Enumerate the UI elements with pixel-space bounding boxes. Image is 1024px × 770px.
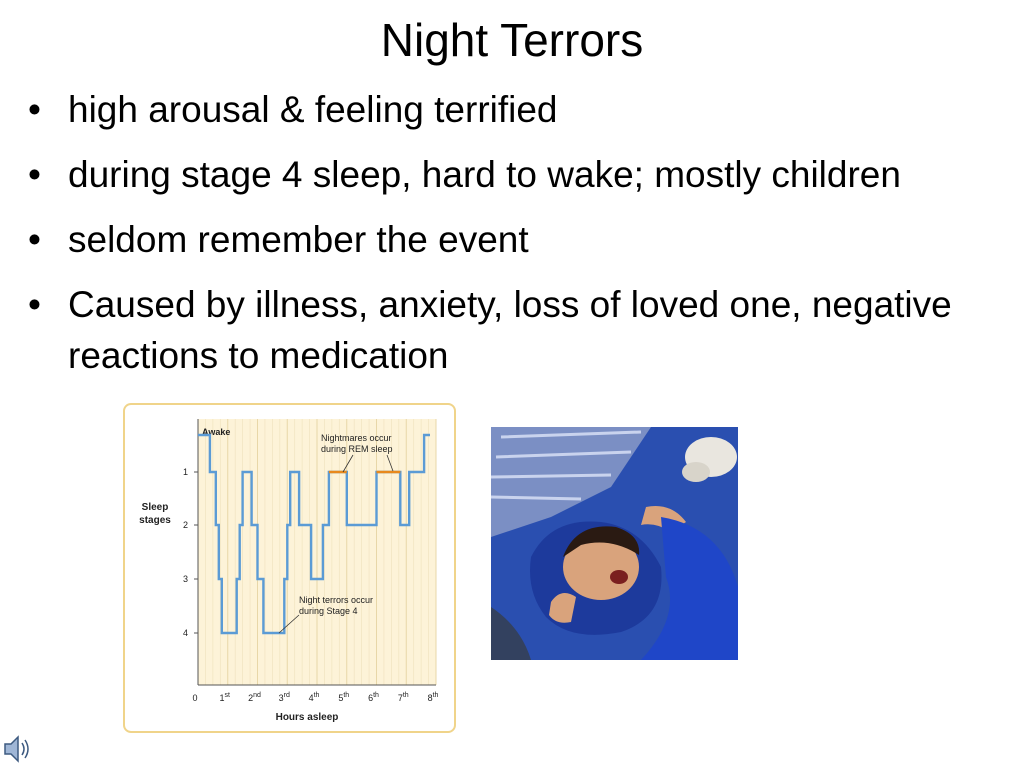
- y-tick-label: 3: [182, 574, 188, 584]
- bullet-list: [28, 84, 1018, 395]
- photo-illustration: [491, 427, 738, 660]
- x-tick-suffix: th: [432, 692, 439, 699]
- y-axis-label: stages: [139, 515, 171, 526]
- y-axis-label: Sleep: [141, 502, 169, 513]
- bullet-item: • high arousal & feeling terrified: [28, 84, 1018, 135]
- speaker-icon[interactable]: [2, 733, 36, 765]
- x-axis-label: Hours asleep: [275, 712, 339, 723]
- annotation-night-terrors: during Stage 4: [299, 606, 358, 616]
- slide-title: Night Terrors: [380, 14, 644, 66]
- x-tick-label: 7th: [397, 692, 409, 703]
- y-tick-label: 2: [182, 520, 188, 530]
- x-tick-suffix: th: [402, 692, 409, 699]
- bullet-item: • seldom remember the event: [28, 214, 1018, 265]
- annotation-nightmares: Nightmares occur: [321, 433, 392, 443]
- crying-child-photo: [491, 427, 738, 660]
- x-tick-suffix: st: [224, 692, 230, 699]
- y-tick-label: Awake: [202, 427, 231, 437]
- annotation-nightmares: during REM sleep: [321, 444, 393, 454]
- x-tick-suffix: th: [373, 692, 379, 699]
- x-tick-label: 0: [192, 693, 198, 703]
- x-tick-suffix: th: [313, 692, 320, 699]
- x-tick-suffix: nd: [253, 692, 261, 699]
- sleep-stages-chart-svg: [125, 405, 454, 731]
- y-tick-label: 4: [182, 628, 188, 638]
- bullet-item: • Caused by illness, anxiety, loss of loved one, negative reactions to medication: [28, 279, 1018, 381]
- x-tick-label: 4th: [308, 692, 320, 703]
- x-tick-label: 3rd: [278, 692, 290, 703]
- x-tick-label: 1st: [219, 692, 230, 703]
- x-tick-label: 2nd: [248, 692, 261, 703]
- x-tick-label: 8th: [427, 692, 439, 703]
- annotation-night-terrors: Night terrors occur: [299, 595, 374, 605]
- sleep-stages-chart: [123, 403, 456, 733]
- x-tick-label: 5th: [338, 692, 350, 703]
- x-tick-label: 6th: [368, 692, 379, 703]
- x-tick-suffix: rd: [283, 692, 290, 699]
- bullet-item: • during stage 4 sleep, hard to wake; mostly children: [28, 149, 1018, 200]
- y-tick-label: 1: [182, 467, 188, 477]
- x-tick-suffix: th: [343, 692, 350, 699]
